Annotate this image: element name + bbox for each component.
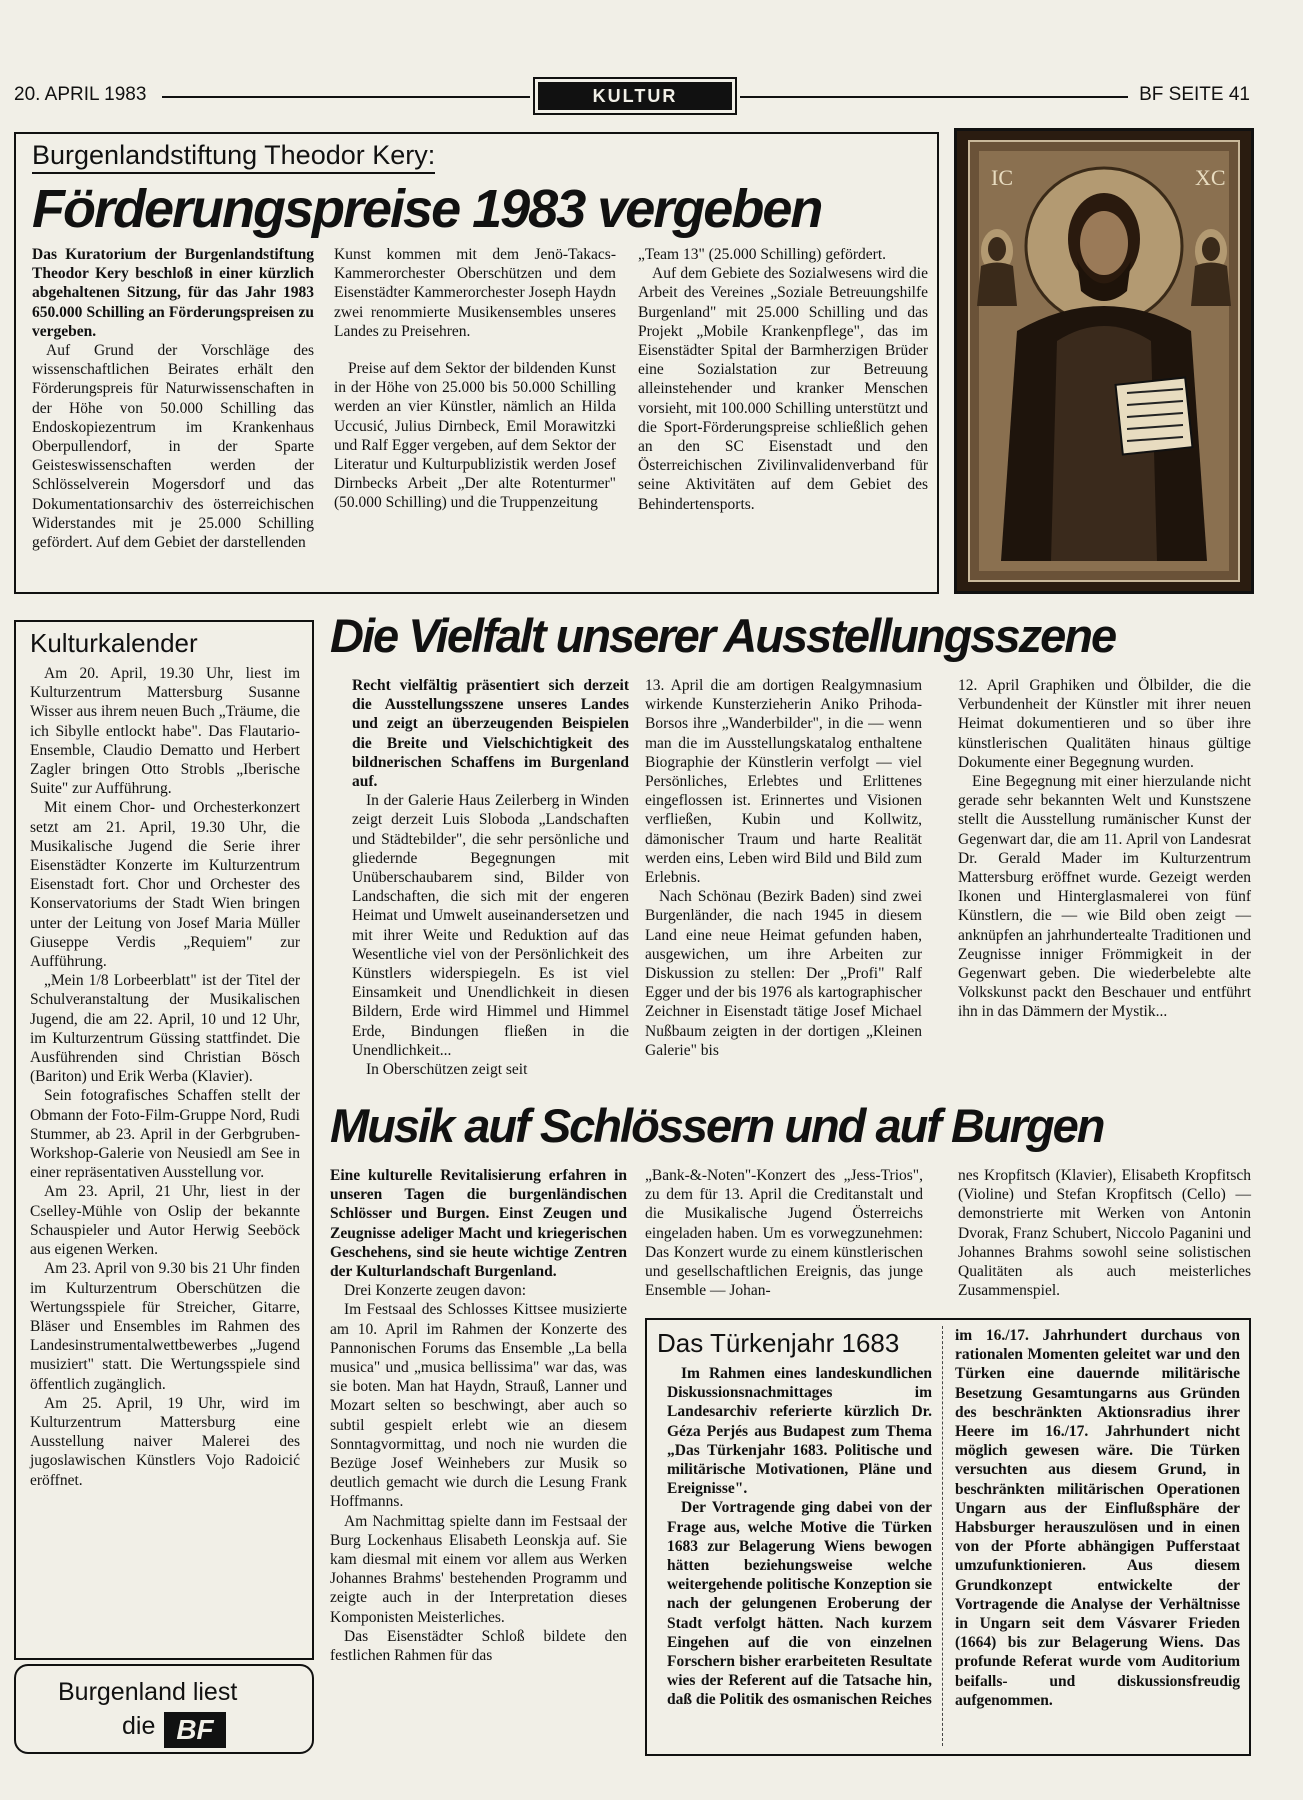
calendar-entry: Am 20. April, 19.30 Uhr, liest im Kulturzentrum Mattersburg Susanne Wisser aus ihrem neuen Buch „Träume, die ich Sibylle entlockt habe". Das Flautario-Ensemble, Claudio Dematto und Herbert Zagler bringen Otto Strobls „Iberische Suite" zur Aufführung. [30, 665, 300, 798]
article-paragraph: Eine Begegnung mit einer hierzulande nicht gerade sehr bekannten Welt und Kunstszene stellt die Ausstellung rumänischer Kunst der Gegenwart dar, die am 11. April von Landesrat Dr. Gerald Mader im Kulturzentrum Mattersburg eröffnet wurde. Gezeigt werden Ikonen und Hinterglasmalerei von fünf Künstlern, die — wie Bild oben zeigt — anknüpfen an jahrhundertealte Traditionen und Zeugnisse inniger Frömmigkeit in der Gegenwart geben. Die wiederbelebte alte Volkskunst packt den Beschauer und entführt ihn in das Dämmern der Mystik... [958, 773, 1251, 1021]
article-paragraph: Im Festsaal des Schlosses Kittsee musizierte am 10. April im Rahmen der Konzerte des Pannonischen Forums das Ensemble „La bella musica" und „musica bellissima" war das, was sie boten. Man hat Haydn, Strauß, Lanner und Mozart selten so beschwingt, aber auch so subtil gespielt erlebt wie an diesem Sonntagvormittag, und noch nie wurden die Bezüge Josef Weinhebers zur Musik so deutlich gemacht wie durch die Lesung Frank Hoffmanns. [330, 1301, 627, 1511]
musik-column-2 [645, 1166, 923, 1300]
article-paragraph: nes Kropfitsch (Klavier), Elisabeth Kropfitsch (Violine) und Stefan Kropfitsch (Cello) — demonstrierte mit Werken von Antonin Dvorak, Franz Schubert, Niccolo Paganini und Johannes Brahms sowohl seine solistischen Qualitäten als auch meisterliches Zusammenspiel. [958, 1167, 1251, 1300]
article-lead: Das Kuratorium der Burgenlandstiftung Theodor Kery beschloß in einer kürzlich abgehaltenen Sitzung, für das Jahr 1983 650.000 Schilling an Förderungspreisen zu vergeben. [32, 246, 314, 340]
section-label: KULTUR [538, 82, 732, 110]
article-paragraph: Preise auf dem Sektor der bildenden Kunst in der Höhe von 25.000 bis 50.000 Schilling werden an vier Künstler, nämlich an Hilda Uccusić, Julius Dirnbeck, Emil Morawitzki und Ralf Egger vergeben, auf dem Sektor der Literatur und Kulturpublizistik werden Josef Dirnbecks Arbeit „Der alte Rotenturmer" (50.000 Schilling) und die Truppenzeitung [334, 360, 616, 512]
promo-line-1: Burgenland liest [58, 1678, 238, 1706]
tuerkenjahr-title: Das Türkenjahr 1683 [657, 1328, 900, 1358]
tuerkenjahr-box [645, 1318, 1251, 1756]
article-paragraph: Das Eisenstädter Schloß bildete den festlichen Rahmen für das [330, 1627, 627, 1665]
page-number: BF SEITE 41 [1139, 84, 1250, 105]
article-paragraph: Drei Konzerte zeugen davon: [344, 1282, 527, 1300]
calendar-entry: Sein fotografisches Schaffen stellt der Obmann der Foto-Film-Gruppe Nord, Rudi Stummer, ab 23. April in der Gerbgruben-Workshop-Galerie von Neusiedl am See in einer repräsentativen Ausstellung vor. [30, 1087, 300, 1182]
kulturkalender-title: Kulturkalender [30, 628, 198, 658]
article-headline: Förderungspreise 1983 vergeben [32, 179, 822, 239]
article-paragraph: 12. April Graphiken und Ölbilder, die die Verbundenheit der Künstler mit ihrer neuen Heimat dokumentieren und so über ihre künstlerischen Qualitäten hinaus gültige Dokumente einer Begegnung wurden. [958, 677, 1251, 771]
tuerkenjahr-column-1 [667, 1364, 932, 1710]
promo-box [14, 1664, 314, 1754]
article-paragraph: Auf Grund der Vorschläge des wissenschaftlichen Beirates erhält den Förderungspreis für Naturwissenschaften in der Höhe von 50.000 Schilling das Endoskopiezentrum im Krankenhaus Oberpullendorf, in der Sparte Geisteswissenschaften werden der Schlösselverein Mogersdorf und das Dokumentationsarchiv des österreichischen Widerstandes mit je 25.000 Schilling gefördert. Auf dem Gebiet der darstellenden [32, 342, 314, 552]
article-paragraph: „Team 13" (25.000 Schilling) gefördert. [638, 246, 887, 263]
musik-column-3 [958, 1166, 1251, 1300]
article-paragraph: Der Vortragende ging dabei von der Frage aus, welche Motive die Türken 1683 zur Belagerung Wiens bewogen hätten beziehungsweise welche weitergehende politische Konzeption sie nach der gelungenen Eroberung der Stadt verfolgt hätten. Nach kurzem Eingehen auf die von einzelnen Forschern bisher erarbeiteten Resultate wies der Referent auf die Tatsache hin, daß die Politik des osmanischen Reiches [667, 1499, 932, 1709]
article-paragraph: im 16./17. Jahrhundert durchaus von rationalen Momenten geleitet war und den Türken eine dauernde militärische Besetzung Gesamtungarns aus Gründen des beschränkten Aktionsradius ihrer Heere im 16./17. Jahrhundert nicht möglich gewesen wäre. Die Türken versuchten aus diesem Grund, in beschränkten militärischen Operationen Ungarn aus der Einflußsphäre der Habsburger herauszulösen und in einen von der Pforte abhängigen Pufferstaat umzufunktionieren. Aus diesem Grundkonzept entwickelte der Vortragende die Analyse der Verhältnisse in Ungarn seit dem Vásvarer Frieden (1664) bis zur Belagerung Wiens. Das profunde Referat wurde vom Auditorium beifalls- und diskussionsfreudig aufgenommen. [955, 1327, 1240, 1709]
article-paragraph: Im Rahmen eines landeskundlichen Diskussionsnachmittages im Landesarchiv referierte kürzlich Dr. Géza Perjés aus Budapest zum Thema „Das Türkenjahr 1683. Politische und militärische Motivationen, Pläne und Ereignisse". [667, 1365, 932, 1498]
article-paragraph: Auf dem Gebiete des Sozialwesens wird die Arbeit des Vereines „Soziale Betreuungshilfe Burgenland" mit 25.000 Schilling und das Projekt „Mobile Krankenpflege", das im Eisenstädter Spital der Barmherzigen Brüder eine Sozialstation zur Betreuung alleinstehender und kranker Menschen vorsieht, mit 100.000 Schilling unterstützt und die Sport-Förderungspreise schließlich gehen an den SC Eisenstadt und den Österreichischen Zivilinvalidenverband für seine Aktivitäten auf dem Gebiet des Behindertensports. [638, 265, 928, 513]
ausstellung-column-2 [645, 676, 922, 1060]
header-rule-left [162, 96, 530, 98]
icon-letters-left: IC [991, 165, 1013, 190]
article-paragraph: 13. April die am dortigen Realgymnasium wirkende Kunsterzieherin Aniko Prihoda-Borsos ihre „Wanderbilder", in die — wenn man die im Ausstellungskatalog enthaltene Biographie der Künstlerin verfolgt — viel Persönliches, Erlebtes und Erlittenes eingeflossen ist. Erinnertes und Visionen verfließen, Kubin und Kollwitz, dämonischer Traum und harte Realität werden eins, Leben wird Bild und Bild zum Erlebnis. [645, 677, 922, 887]
header-rule-right [740, 96, 1128, 98]
issue-date: 20. APRIL 1983 [14, 84, 147, 105]
article-paragraph: Kunst kommen mit dem Jenö-Takacs-Kammerorchester Oberschützen und dem Eisenstädter Kammerorchester Joseph Haydn zwei renommierte Musikensembles unseres Landes zu Preisehren. [334, 246, 616, 340]
icon-letters-right: XC [1195, 165, 1226, 190]
musik-headline: Musik auf Schlössern und auf Burgen [330, 1099, 1104, 1152]
bf-logo: BF [164, 1712, 226, 1748]
ausstellung-column-1 [352, 676, 629, 1079]
article-paragraph: Nach Schönau (Bezirk Baden) sind zwei Burgenländer, die nach 1945 in diesem Land eine neue Heimat gefunden haben, ausgewichen, um ihre Arbeiten zur Diskussion zu stellen: Der „Profi" Ralf Egger und der bis 1976 als kartographischer Zeichner in Eisenstadt tätige Josef Michael Nußbaum zeigten in der dortigen „Kleinen Galerie" bis [645, 888, 922, 1059]
tuerkenjahr-column-2 [955, 1326, 1240, 1710]
article-paragraph: Am Nachmittag spielte dann im Festsaal der Burg Lockenhaus Elisabeth Leonskja auf. Sie kam diesmal mit einem vor allem aus Werken Johannes Brahms' bestehenden Programm und zeigte auch in der Interpretation dieses Komponisten Meisterliches. [330, 1512, 627, 1626]
article-paragraph: In Oberschützen zeigt seit [366, 1061, 528, 1079]
article-column-1 [32, 245, 314, 552]
article-foerderungspreise [14, 132, 939, 594]
article-kicker: Burgenlandstiftung Theodor Kery: [32, 140, 435, 174]
calendar-entry: Mit einem Chor- und Orchesterkonzert setzt am 21. April, 19.30 Uhr, die Musikalische Jugend die Serie ihrer Eisenstädter Konzerte im Kulturzentrum Eisenstadt fort. Chor und Orchester des Konservatoriums der Stadt Wien bringen unter der Leitung von Josef Maria Müller Giuseppe Verdis „Requiem" zur Aufführung. [30, 799, 300, 971]
calendar-entry: Am 25. April, 19 Uhr, wird im Kulturzentrum Mattersburg eine Ausstellung naiver Malerei des jugoslawischen Künstlers Vojo Radoicić eröffnet. [30, 1394, 300, 1489]
kulturkalender-box [14, 620, 314, 1660]
christ-icon [957, 131, 1251, 591]
article-lead: Recht vielfältig präsentiert sich derzeit die Ausstellungsszene unseres Landes und zeigt an überzeugenden Beispielen die Breite und Vielschichtigkeit des bildnerischen Schaffens im Burgenland auf. [352, 677, 629, 791]
article-paragraph: „Bank-&-Noten"-Konzert des „Jess-Trios", zu dem für 13. April die Creditanstalt und die Musikalische Jugend Österreichs eingeladen haben. Um es vorwegzunehmen: Das Konzert wurde zu einem künstlerischen und gesellschaftlichen Ereignis, das junge Ensemble — Johan- [645, 1167, 923, 1300]
promo-line-2: die [122, 1712, 156, 1740]
article-column-3 [638, 245, 928, 514]
ausstellung-column-3 [958, 676, 1251, 1022]
page-header [14, 84, 1250, 110]
kulturkalender-entries [30, 664, 300, 1490]
musik-column-1 [330, 1166, 627, 1665]
article-column-2 [334, 245, 616, 513]
article-lead: Eine kulturelle Revitalisierung erfahren in unseren Tagen die burgenländischen Schlösser und Burgen. Einst Zeugen und Zeugnisse adeliger Macht und kriegerischen Geschehens, sind sie heute wichtige Zentren der Kulturlandschaft Burgenland. [330, 1167, 627, 1281]
calendar-entry: „Mein 1/8 Lorbeerblatt" ist der Titel der Schulveranstaltung der Musikalischen Jugend, die am 22. April, 10 und 12 Uhr, im Kulturzentrum Güssing stattfindet. Die Ausführenden sind Christian Bösch (Bariton) und Erik Werba (Klavier). [30, 972, 300, 1086]
calendar-entry: Am 23. April von 9.30 bis 21 Uhr finden im Kulturzentrum Oberschützen die Wertungsspiele für Streicher, Gitarre, Bläser und Ensembles im Rahmen des Landesinstrumentalwettbewerbes „Jugend musiziert" statt. Die Wertungsspiele sind öffentlich zugänglich. [30, 1260, 300, 1393]
calendar-entry: Am 23. April, 21 Uhr, liest in der Cselley-Mühle von Oslip der bekannte Schauspieler und Autor Herwig Seeböck aus eigenen Werken. [30, 1183, 300, 1259]
ausstellung-headline: Die Vielfalt unserer Ausstellungsszene [330, 609, 1116, 662]
icon-photo [954, 128, 1254, 594]
article-paragraph: In der Galerie Haus Zeilerberg in Winden zeigt derzeit Luis Sloboda „Landschaften und Städtebilder", die sehr persönliche und gliedernde Begegnungen mit Unüberschaubarem sind, Bilder von Landschaften, die sich mit der engeren Heimat und Umwelt auseinandersetzen und mit ihrer Weite und Reduktion auf das Wesentliche viel von der Persönlichkeit des Künstlers widerspiegeln. Es ist viel Einsamkeit und Unendlichkeit in diesen Bildern, Erde wird Himmel und Himmel Erde, Bindungen fließen in die Unendlichkeit... [352, 792, 629, 1059]
column-divider [942, 1326, 943, 1746]
